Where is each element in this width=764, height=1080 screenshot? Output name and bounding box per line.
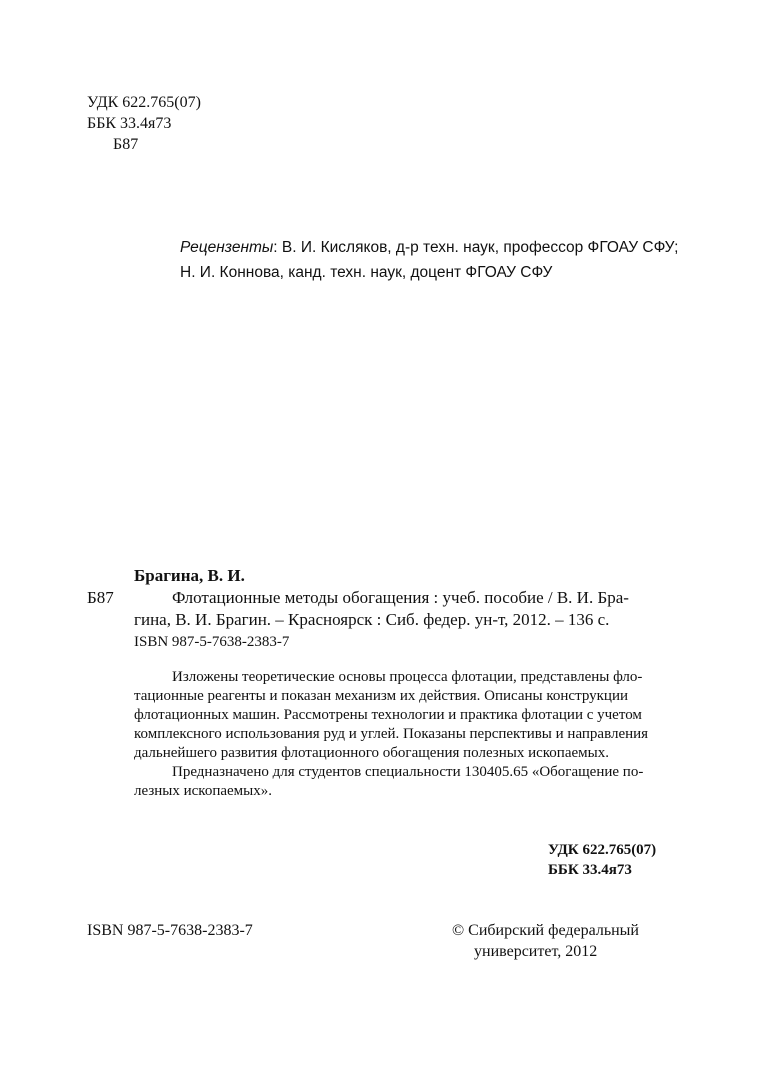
author-heading: Брагина, В. И. (134, 566, 245, 585)
header-udk: УДК 622.765(07) (87, 94, 201, 111)
annotation-line-6: Предназначено для студентов специальности 130405.65 «Обогащение по- (172, 764, 644, 780)
record-title-line-1: Флотационные методы обогащения : учеб. пособие / В. И. Бра- (172, 588, 629, 607)
record-title-line-2: гина, В. И. Брагин. – Красноярск : Сиб. федер. ун-т, 2012. – 136 с. (134, 610, 610, 629)
annotation-line-5: дальнейшего развития флотационного обогащения полезных ископаемых. (134, 745, 609, 761)
reviewers-line-2: Н. И. Коннова, канд. техн. наук, доцент ФГОАУ СФУ (180, 264, 553, 281)
header-code: Б87 (113, 136, 139, 153)
footer-isbn: ISBN 987-5-7638-2383-7 (87, 922, 253, 939)
classification-bbk: ББК 33.4я73 (548, 862, 632, 878)
reviewers-first: : В. И. Кисляков, д-р техн. наук, профессор ФГОАУ СФУ; (273, 239, 679, 256)
reviewers-label: Рецензенты (180, 239, 274, 256)
reviewers-line-1 (180, 237, 678, 259)
annotation-line-4: комплексного использования руд и углей. Показаны перспективы и направления (134, 726, 649, 742)
annotation-line-1: Изложены теоретические основы процесса флотации, представлены фло- (172, 669, 643, 685)
annotation-line-3: флотационных машин. Рассмотрены технологии и практика флотации с учетом (134, 707, 642, 723)
record-isbn: ISBN 987-5-7638-2383-7 (134, 634, 290, 650)
record-code: Б87 (87, 588, 114, 607)
annotation-line-2: тационные реагенты и показан механизм их действия. Описаны конструкции (134, 688, 628, 704)
copyright-line-1: © Сибирский федеральный (452, 922, 639, 939)
header-bbk: ББК 33.4я73 (87, 115, 172, 132)
annotation-line-7: лезных ископаемых». (134, 783, 272, 799)
copyright-line-2: университет, 2012 (474, 943, 598, 960)
classification-udk: УДК 622.765(07) (548, 842, 657, 858)
